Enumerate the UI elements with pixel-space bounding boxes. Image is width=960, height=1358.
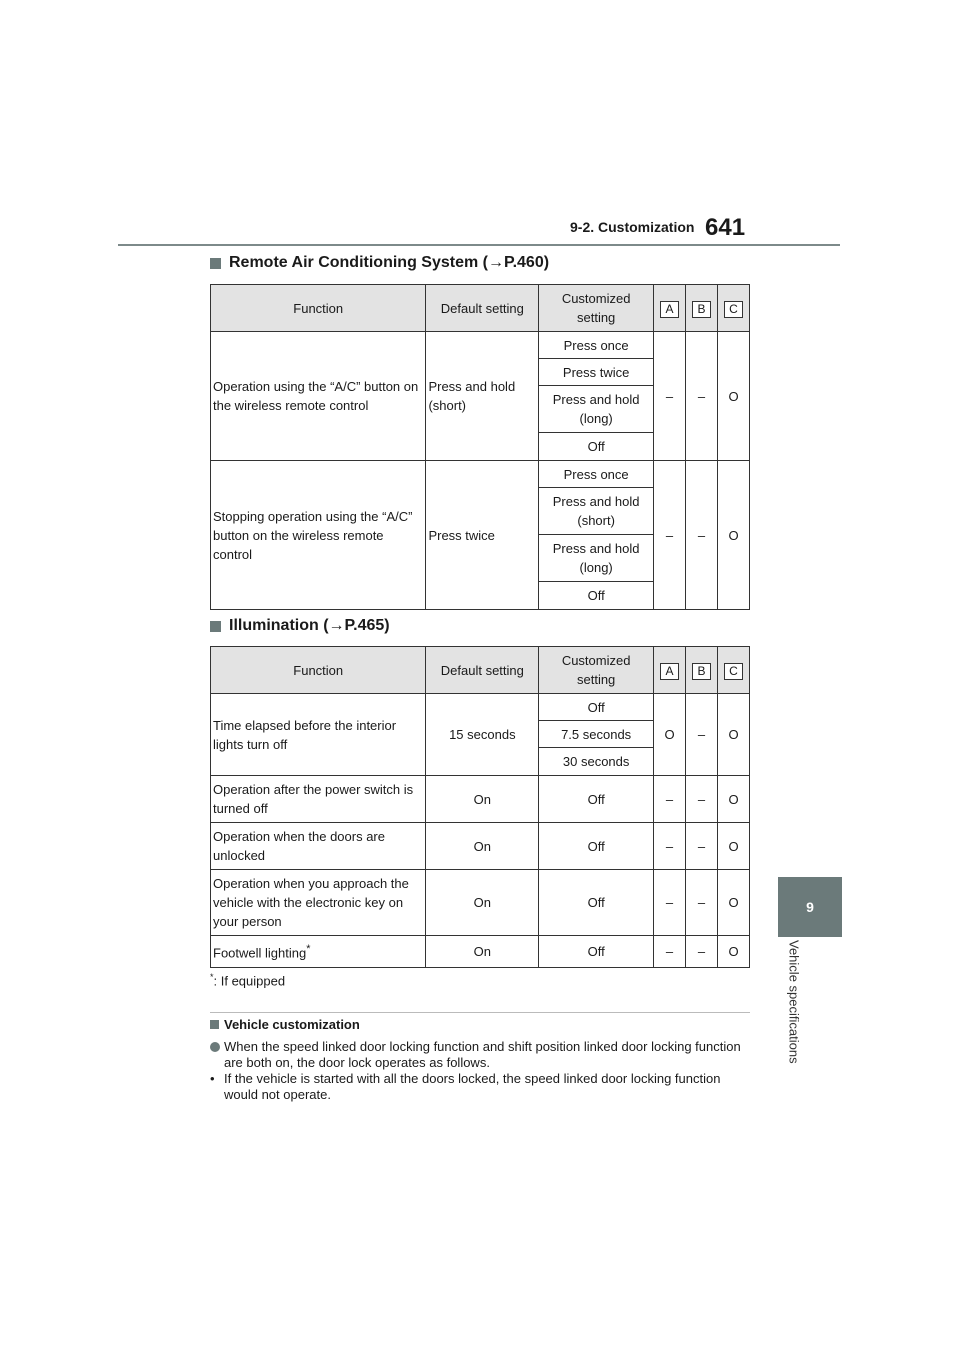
function-cell: Operation after the power switch is turned off	[211, 776, 426, 823]
table-row	[211, 332, 750, 359]
b-cell: –	[686, 936, 718, 968]
section-header: 9-2. Customization	[570, 219, 695, 235]
c-cell: O	[718, 694, 750, 776]
remote-ac-table	[210, 284, 750, 610]
column-header-default: Default setting	[426, 285, 539, 332]
default-cell: On	[426, 776, 539, 823]
default-cell: Press and hold (short)	[426, 332, 539, 461]
c-cell: O	[718, 823, 750, 870]
option-cell: Off	[539, 582, 654, 610]
table-row	[211, 694, 750, 721]
column-header-default: Default setting	[426, 647, 539, 694]
chapter-label-text: Vehicle specifications	[786, 940, 802, 1064]
default-cell: On	[426, 936, 539, 968]
column-header-b	[686, 285, 718, 332]
default-cell: 15 seconds	[426, 694, 539, 776]
a-cell: –	[654, 823, 686, 870]
list-item	[210, 1071, 755, 1103]
option-cell: Off	[539, 823, 654, 870]
function-cell: Operation when you approach the vehicle with the electronic key on your person	[211, 870, 426, 936]
c-cell: O	[718, 461, 750, 610]
b-cell: –	[686, 332, 718, 461]
column-header-function: Function	[211, 285, 426, 332]
a-cell: –	[654, 870, 686, 936]
footnote-mark: *	[210, 972, 214, 982]
function-cell: Operation using the “A/C” button on the wireless remote control	[211, 332, 426, 461]
b-cell: –	[686, 461, 718, 610]
a-cell: –	[654, 936, 686, 968]
column-header-a	[654, 285, 686, 332]
footnote	[210, 972, 285, 988]
header-divider	[118, 244, 840, 246]
chapter-tab: 9	[778, 877, 842, 937]
notes-title	[210, 1017, 360, 1032]
function-text: Footwell lighting	[213, 945, 307, 961]
section-title-remote-ac	[210, 254, 549, 272]
option-cell: Off	[539, 936, 654, 968]
table-row	[211, 936, 750, 968]
square-bullet-icon	[210, 258, 221, 269]
section-title-text: Remote Air Conditioning System (→P.460)	[229, 254, 550, 271]
column-header-c	[718, 285, 750, 332]
notes-title-text: Vehicle customization	[224, 1017, 360, 1032]
a-cell: –	[654, 332, 686, 461]
b-cell: –	[686, 870, 718, 936]
section-title-illumination	[210, 617, 390, 635]
option-cell: Press and hold (long)	[539, 535, 654, 582]
function-cell	[211, 936, 426, 968]
function-cell: Operation when the doors are unlocked	[211, 823, 426, 870]
column-header-customized: Customized setting	[539, 285, 654, 332]
c-cell: O	[718, 936, 750, 968]
table-row	[211, 776, 750, 823]
table-row	[211, 870, 750, 936]
list-item	[210, 1039, 755, 1071]
column-b-badge: B	[692, 663, 711, 680]
illumination-table	[210, 646, 750, 968]
column-a-badge: A	[660, 301, 679, 318]
column-c-badge: C	[724, 301, 743, 318]
option-cell: Press once	[539, 461, 654, 488]
option-cell: Off	[539, 694, 654, 721]
b-cell: –	[686, 823, 718, 870]
column-header-b	[686, 647, 718, 694]
c-cell: O	[718, 332, 750, 461]
option-cell: Off	[539, 433, 654, 461]
c-cell: O	[718, 870, 750, 936]
option-cell: Press and hold (long)	[539, 386, 654, 433]
circle-bullet-icon	[210, 1042, 220, 1052]
notes-divider	[210, 1012, 750, 1013]
column-header-c	[718, 647, 750, 694]
square-bullet-icon	[210, 621, 221, 632]
column-a-badge: A	[660, 663, 679, 680]
notes-body	[210, 1039, 755, 1103]
note-text: When the speed linked door locking function and shift position linked door locking function are both on, the door lock operates as follows.	[224, 1039, 741, 1070]
column-header-a	[654, 647, 686, 694]
column-header-customized: Customized setting	[539, 647, 654, 694]
chapter-label	[774, 940, 814, 1090]
function-cell: Stopping operation using the “A/C” button on the wireless remote control	[211, 461, 426, 610]
option-cell: Press once	[539, 332, 654, 359]
a-cell: –	[654, 776, 686, 823]
default-cell: On	[426, 870, 539, 936]
a-cell: O	[654, 694, 686, 776]
b-cell: –	[686, 776, 718, 823]
default-cell: On	[426, 823, 539, 870]
page-number: 641	[705, 214, 746, 241]
option-cell: 30 seconds	[539, 748, 654, 776]
default-cell: Press twice	[426, 461, 539, 610]
footnote-mark: *	[306, 943, 311, 956]
square-bullet-icon	[210, 1020, 219, 1029]
table-row	[211, 461, 750, 488]
footnote-text: : If equipped	[213, 973, 286, 989]
b-cell: –	[686, 694, 718, 776]
column-header-function: Function	[211, 647, 426, 694]
function-cell: Time elapsed before the interior lights turn off	[211, 694, 426, 776]
option-cell: Press and hold (short)	[539, 488, 654, 535]
c-cell: O	[718, 776, 750, 823]
table-header-row	[211, 285, 750, 332]
option-cell: 7.5 seconds	[539, 721, 654, 748]
table-row	[211, 823, 750, 870]
column-b-badge: B	[692, 301, 711, 318]
note-subtext: If the vehicle is started with all the doors locked, the speed linked door locking function would not operate.	[224, 1071, 721, 1102]
dot-bullet: •	[210, 1071, 215, 1086]
table-header-row	[211, 647, 750, 694]
column-c-badge: C	[724, 663, 743, 680]
option-cell: Off	[539, 776, 654, 823]
section-title-text: Illumination (→P.465)	[229, 617, 390, 634]
option-cell: Off	[539, 870, 654, 936]
a-cell: –	[654, 461, 686, 610]
option-cell: Press twice	[539, 359, 654, 386]
